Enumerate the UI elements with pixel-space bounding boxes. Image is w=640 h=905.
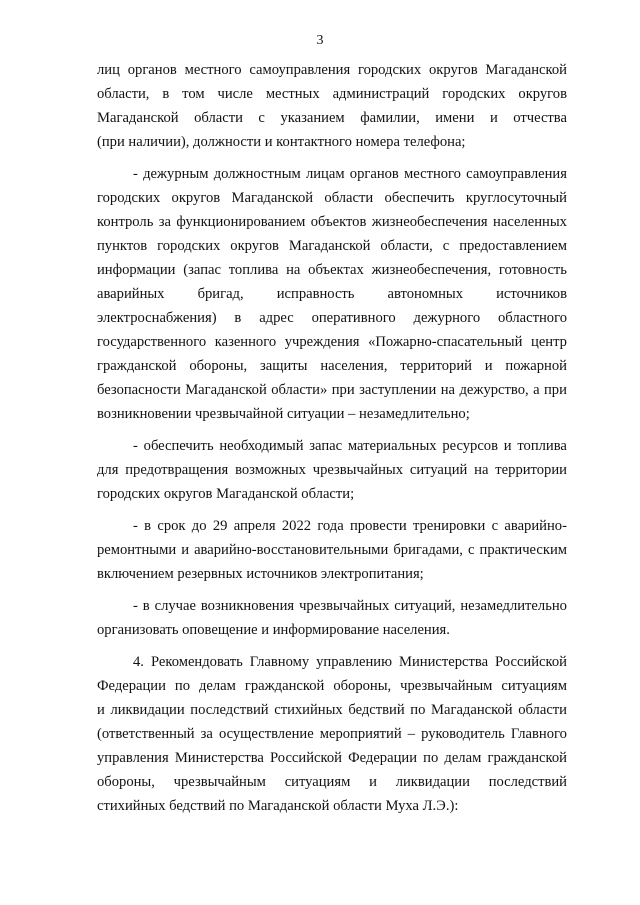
text-line: - обеспечить необходимый запас материальных ресурсов и топлива xyxy=(133,438,567,454)
text-line: для предотвращения возможных чрезвычайных ситуаций на территории xyxy=(97,462,567,478)
text-line: городских округов Магаданской области; xyxy=(97,486,355,502)
text-line: государственного казенного учреждения «Пожарно-спасательный центр xyxy=(97,334,567,350)
paragraph xyxy=(97,434,567,506)
text-line: гражданской обороны, защиты населения, территорий и пожарной xyxy=(97,358,567,374)
text-line: - в случае возникновения чрезвычайных ситуаций, незамедлительно xyxy=(133,598,567,614)
text-line: Федерации по делам гражданской обороны, чрезвычайным ситуациям xyxy=(97,678,567,694)
text-line: пунктов городских округов Магаданской области, с предоставлением xyxy=(97,238,567,254)
text-line: обороны, чрезвычайным ситуациям и ликвидации последствий xyxy=(97,774,567,790)
paragraph xyxy=(97,162,567,426)
text-line: (ответственный за осуществление мероприятий – руководитель Главного xyxy=(97,726,567,742)
text-line: аварийных бригад, исправность автономных источников xyxy=(97,286,567,302)
text-line: и ликвидации последствий стихийных бедствий по Магаданской области xyxy=(97,702,567,718)
text-line: электроснабжения) в адрес оперативного дежурного областного xyxy=(97,310,567,326)
text-line: возникновении чрезвычайной ситуации – незамедлительно; xyxy=(97,406,470,422)
text-line: информации (запас топлива на объектах жизнеобеспечения, готовность xyxy=(97,262,567,278)
text-line: 4. Рекомендовать Главному управлению Министерства Российской xyxy=(133,654,567,670)
text-line: городских округов Магаданской области обеспечить круглосуточный xyxy=(97,190,567,206)
text-line: лиц органов местного самоуправления городских округов Магаданской xyxy=(97,62,567,78)
text-line: организовать оповещение и информирование населения. xyxy=(97,622,450,638)
text-line: области, в том числе местных администраций городских округов xyxy=(97,86,567,102)
text-line: - дежурным должностным лицам органов местного самоуправления xyxy=(133,166,567,182)
text-line: стихийных бедствий по Магаданской области Муха Л.Э.): xyxy=(97,798,459,814)
page-number: 3 xyxy=(316,33,324,48)
paragraph xyxy=(97,58,567,154)
text-line: безопасности Магаданской области» при заступлении на дежурство, а при xyxy=(97,382,567,398)
paragraph xyxy=(97,514,567,586)
text-line: - в срок до 29 апреля 2022 года провести тренировки с аварийно- xyxy=(133,518,567,534)
paragraph xyxy=(97,650,567,818)
text-line: (при наличии), должности и контактного номера телефона; xyxy=(97,134,466,150)
text-line: включением резервных источников электропитания; xyxy=(97,566,424,582)
text-line: Магаданской области с указанием фамилии, имени и отчества xyxy=(97,110,567,126)
text-line: управления Министерства Российской Федерации по делам гражданской xyxy=(97,750,567,766)
text-line: контроль за функционированием объектов жизнеобеспечения населенных xyxy=(97,214,567,230)
text-line: ремонтными и аварийно-восстановительными бригадами, с практическим xyxy=(97,542,567,558)
paragraph xyxy=(97,594,567,642)
document-body xyxy=(97,58,567,818)
